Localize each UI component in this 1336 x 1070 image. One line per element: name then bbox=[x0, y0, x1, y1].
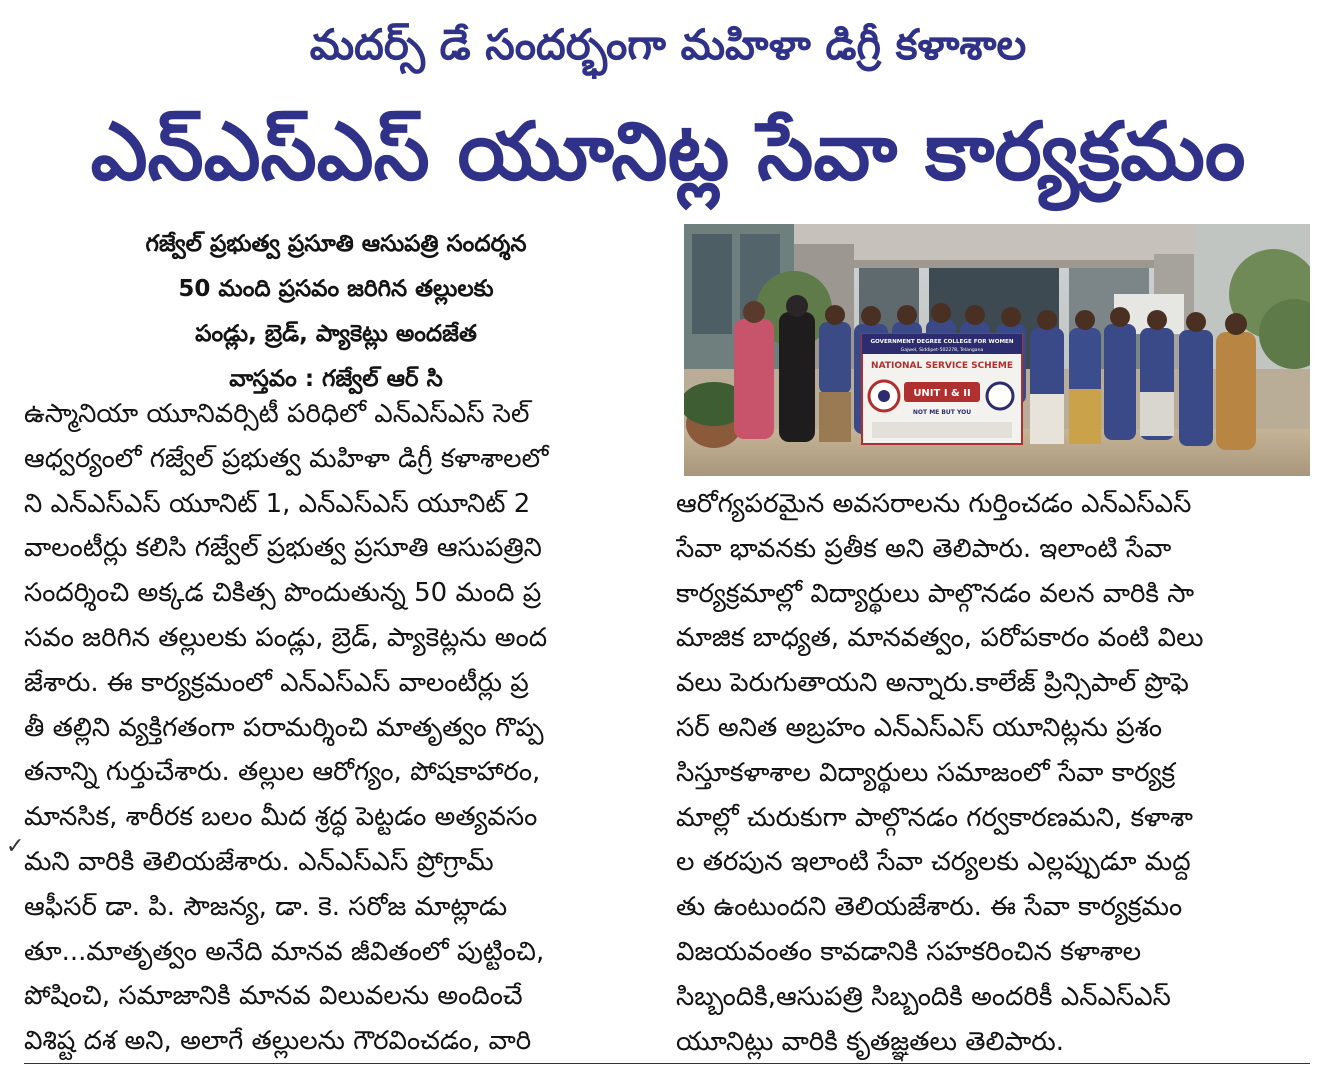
body-text-line: సవం జరిగిన తల్లులకు పండ్లు, బ్రెడ్, ప్యాకెట్లను అంద bbox=[24, 622, 548, 653]
body-text-line: మాజిక బాధ్యత, మానవత్వం, పరోపకారం వంటి విలు bbox=[676, 623, 1204, 654]
body-text-line: తీ తల్లిని వ్యక్తిగతంగా పరామర్శించి మాతృత్వం గొప్ప bbox=[24, 712, 544, 743]
banner-motto: NOT ME BUT YOU bbox=[912, 409, 972, 416]
body-text-line: తు ఉంటుందని తెలియజేశారు. ఈ సేవా కార్యక్రమం bbox=[676, 892, 1183, 923]
group-photo bbox=[684, 224, 1310, 476]
bottom-rule bbox=[24, 1063, 1310, 1064]
body-text-line: ని ఎన్ఎస్ఎస్ యూనిట్ 1, ఎన్ఎస్ఎస్ యూనిట్ 2 bbox=[24, 488, 531, 519]
article-left-column bbox=[24, 392, 654, 1064]
body-text-line: యూనిట్లు వారికి కృతజ్ఞతలు తెలిపారు. bbox=[676, 1026, 1064, 1057]
main-headline: ఎన్ఎస్ఎస్ యూనిట్ల సేవా కార్యక్రమం bbox=[90, 105, 1246, 198]
body-text-line: వాలంటీర్లు కలిసి గజ్వేల్ ప్రభుత్వ ప్రసూతి ఆసుపత్రిని bbox=[24, 533, 542, 564]
banner-college-name: GOVERNMENT DEGREE COLLEGE FOR WOMEN bbox=[870, 339, 1014, 345]
body-text-line: విశిష్ట దశ అని, అలాగే తల్లులను గౌరవించడం, వారి bbox=[24, 1026, 532, 1057]
body-text-line: సిస్తూకళాశాల విద్యార్థులు సమాజంలో సేవా కార్యక్ర bbox=[676, 757, 1176, 788]
body-text-line: ఉస్మానియా యూనివర్సిటీ పరిధిలో ఎన్ఎస్ఎస్ సెల్ bbox=[24, 399, 530, 429]
body-text-line: సిబ్బందికి,ఆసుపత్రి సిబ్బందికి అందరికీ ఎన్ఎస్ఎస్ bbox=[676, 981, 1171, 1012]
dateline: వాస్తవం : గజ్వేల్ ఆర్ సి bbox=[229, 366, 443, 392]
body-text-line: కార్యక్రమాల్లో విద్యార్థులు పాల్గొనడం వలన వారికి సా bbox=[676, 578, 1195, 609]
subheading-line: 50 మంది ప్రసవం జరిగిన తల్లులకు bbox=[178, 276, 494, 302]
body-text-line: పోషించి, సమాజానికి మానవ విలువలను అందించే bbox=[24, 981, 523, 1012]
subheadings bbox=[30, 222, 642, 402]
body-text-line: వలు పెరుగుతాయని అన్నారు.కాలేజ్ ప్రిన్సిపాల్ ప్రొఫె bbox=[676, 668, 1189, 699]
nss-banner bbox=[862, 334, 1022, 444]
body-text-line: ఆరోగ్యపరమైన అవసరాలను గుర్తించడం ఎన్ఎస్ఎస్ bbox=[676, 489, 1192, 519]
body-text-line: సర్ అనిత అబ్రహం ఎన్ఎస్ఎస్ యూనిట్లను ప్రశం bbox=[676, 712, 1163, 743]
banner-address: Gajwel, Siddipet-502278, Telangana bbox=[900, 348, 984, 353]
body-text-line: తనాన్ని గుర్తుచేశారు. తల్లుల ఆరోగ్యం, పోషకాహారం, bbox=[24, 757, 541, 788]
banner-title: NATIONAL SERVICE SCHEME bbox=[871, 361, 1013, 371]
body-text-line: సేవా భావనకు ప్రతీక అని తెలిపారు. ఇలాంటి సేవా bbox=[676, 533, 1172, 564]
body-text-line: ల తరపున ఇలాంటి సేవా చర్యలకు ఎల్లప్పుడూ మద్ద bbox=[676, 847, 1191, 878]
margin-check-mark: ✓ bbox=[6, 834, 25, 859]
body-text-line: మానసిక, శారీరక బలం మీద శ్రద్ధ పెట్టడం అత్యవసం bbox=[24, 802, 538, 833]
body-text-line: సందర్శించి అక్కడ చికిత్స పొందుతున్న 50 మంది ప్ర bbox=[24, 578, 542, 609]
article-right-column bbox=[676, 482, 1310, 1064]
body-text-line: మాల్లో చురుకుగా పాల్గొనడం గర్వకారణమని, కళాశా bbox=[676, 802, 1193, 833]
body-text-line: మని వారికి తెలియజేశారు. ఎన్ఎస్ఎస్ ప్రోగ్రామ్ bbox=[24, 846, 494, 877]
body-text-line: ఆధ్వర్యంలో గజ్వేల్ ప్రభుత్వ మహిళా డిగ్రీ కళాశాలలో bbox=[24, 443, 549, 474]
kicker-headline: మదర్స్ డే సందర్భంగా మహిళా డిగ్రీ కళాశాల bbox=[309, 20, 1027, 69]
subheading-line: పండ్లు, బ్రెడ్, ప్యాకెట్లు అందజేత bbox=[195, 321, 477, 347]
body-text-line: ఆఫీసర్ డా. పి. సౌజన్య, డా. కె. సరోజ మాట్లాడు bbox=[24, 891, 508, 922]
subheading-line: గజ్వేల్ ప్రభుత్వ ప్రసూతి ఆసుపత్రి సందర్శన bbox=[145, 231, 527, 257]
body-text-line: తూ...మాతృత్వం అనేది మానవ జీవితంలో పుట్టించి, bbox=[24, 936, 545, 967]
body-text-line: విజయవంతం కావడానికి సహకరించిన కళాశాల bbox=[676, 936, 1142, 967]
banner-unit: UNIT I & II bbox=[913, 388, 971, 399]
body-text-line: జేశారు. ఈ కార్యక్రమంలో ఎన్ఎస్ఎస్ వాలంటీర్లు ప్ర bbox=[24, 667, 529, 698]
